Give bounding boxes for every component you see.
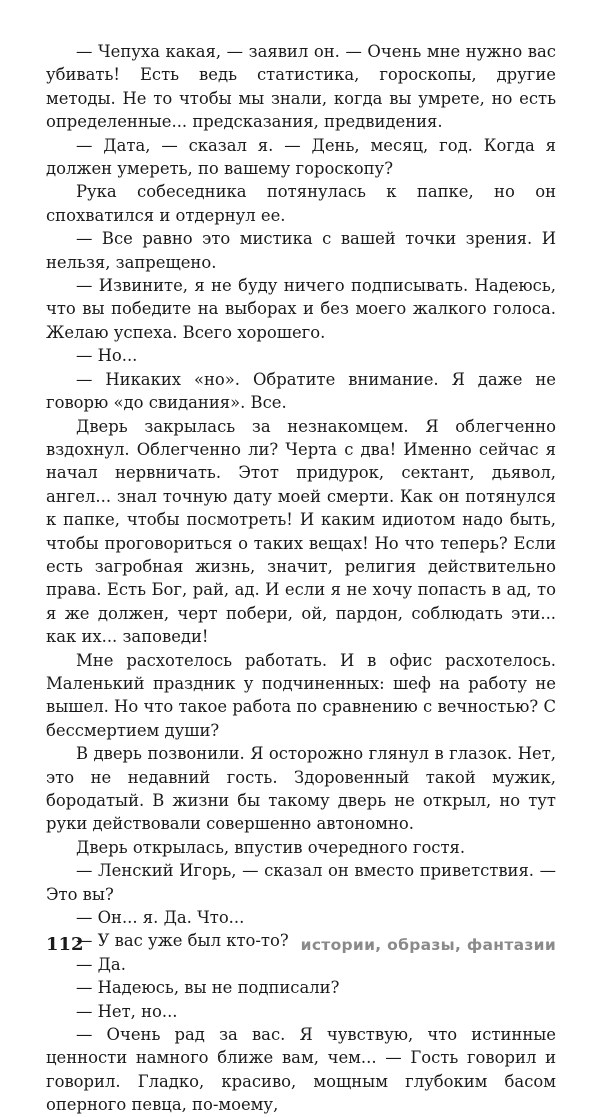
paragraph-1: — Чепуха какая, — заявил он. — Очень мне нужно вас убивать! Есть ведь статистика, гороскопы, другие методы. Не то чтобы мы знали, когда вы умрете, но есть определенные... предсказания, предвидения. bbox=[46, 42, 556, 132]
paragraph-4: — Все равно это мистика с вашей точки зрения. И нельзя, запрещено. bbox=[46, 229, 556, 272]
paragraph-8: Дверь закрылась за незнакомцем. Я облегченно вздохнул. Облегченно ли? Черта с два! Именно сейчас я начал нервничать. Этот придурок, сектант, дьявол, ангел... знал точную дату моей смерти. Как он потянулся к папке, чтобы посмотреть! И каким идиотом надо быть, чтобы проговориться о таких вещах! Но что теперь? Если есть загробная жизнь, значит, религия действительно права. Есть Бог, рай, ад. И если я не хочу попасть в ад, то я же должен, черт побери, ой, пардон, соблюдать эти... как их... заповеди! bbox=[46, 416, 556, 647]
paragraph-6: — Но... bbox=[76, 346, 138, 366]
paragraph-2: — Дата, — сказал я. — День, месяц, год. Когда я должен умереть, по вашему гороскопу? bbox=[46, 135, 556, 179]
paragraph-11: Дверь открылась, впустив очередного гостя. bbox=[76, 837, 466, 857]
paragraph-3: Рука собеседника потянулась к папке, но он спохватился и отдернул ее. bbox=[46, 182, 556, 225]
paragraph-13: — Он... я. Да. Что... bbox=[76, 908, 245, 928]
running-title: истории, образы, фантазии bbox=[300, 936, 556, 954]
paragraph-14: — У вас уже был кто-то? bbox=[76, 931, 289, 951]
paragraph-16: — Надеюсь, вы не подписали? bbox=[76, 978, 340, 998]
paragraph-18: — Очень рад за вас. Я чувствую, что истинные ценности намного ближе вам, чем... — Гость говорил и говорил. Гладко, красиво, мощным глубоким басом оперного певца, по-моему, bbox=[46, 1025, 556, 1115]
page-footer bbox=[46, 934, 556, 958]
paragraph-12: — Ленский Игорь, — сказал он вместо приветствия. — Это вы? bbox=[46, 861, 556, 904]
paragraph-10: В дверь позвонили. Я осторожно глянул в глазок. Нет, это не недавний гость. Здоровенный такой мужик, бородатый. В жизни бы такому дверь не открыл, но тут руки действовали совершенно автономно. bbox=[46, 744, 556, 834]
paragraph-17: — Нет, но... bbox=[76, 1001, 178, 1021]
paragraph-5: — Извините, я не буду ничего подписывать. Надеюсь, что вы победите на выборах и без моего жалкого голоса. Желаю успеха. Всего хорошего. bbox=[46, 276, 556, 342]
paragraph-9: Мне расхотелось работать. И в офис расхотелось. Маленький праздник у подчиненных: шеф на работу не вышел. Но что такое работа по сравнению с вечностью? С бессмертием души? bbox=[46, 650, 556, 740]
paragraph-7: — Никаких «но». Обратите внимание. Я даже не говорю «до свидания». Все. bbox=[46, 369, 556, 413]
page-number: 112 bbox=[46, 934, 84, 955]
paragraph-15: — Да. bbox=[76, 954, 126, 974]
